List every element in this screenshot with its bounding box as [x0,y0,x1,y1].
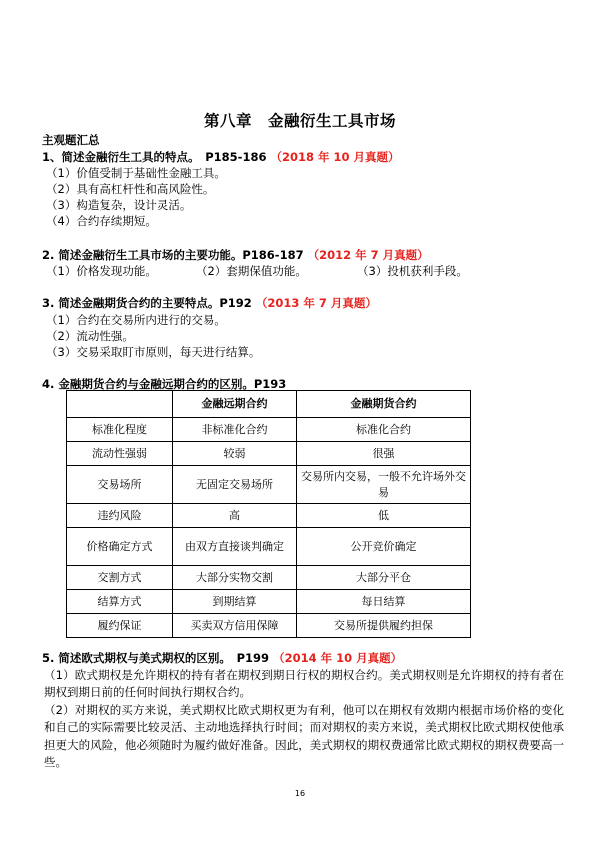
table-cell: 标准化合约 [297,418,471,442]
question-2-exam-tag: （2012 年 7 月真题） [307,248,429,262]
table-cell: 价格确定方式 [67,528,173,566]
chapter-title: 第八章 金融衍生工具市场 [203,112,396,130]
table-header-row [67,391,471,418]
table-cell: 违约风险 [67,504,173,528]
question-3-text: 3. 简述金融期货合约的主要特点。P192 [42,296,252,310]
table-cell: 履约保证 [67,614,173,638]
question-5-heading [42,650,402,666]
question-5-text: 5. 简述欧式期权与美式期权的区别。 P199 [42,651,270,665]
question-1-exam-tag: （2018 年 10 月真题） [270,150,400,164]
table-cell: 到期结算 [173,590,297,614]
summary-label: 主观题汇总 [42,133,100,147]
question-3-heading [42,295,377,311]
table-row [67,614,471,638]
table-row [67,566,471,590]
table-row [67,504,471,528]
table-cell: 买卖双方信用保障 [173,614,297,638]
question-5-paragraph: （2）对期权的买方来说，美式期权比欧式期权更为有利，他可以在期权有效期内根据市场价格的变化和自己的实际需要比较灵活、主动地选择执行时间；而对期权的卖方来说，美式期权比欧式期权使他承担更大的风险，他必须随时为履约做好准备。因此，美式期权的期权费通常比欧式期权的期权费要高一些。 [44,703,564,769]
table-row [67,590,471,614]
table-cell: 每日结算 [297,590,471,614]
question-2-item: （2）套期保值功能。 [196,264,307,278]
table-cell: 大部分平仓 [297,566,471,590]
question-2-text: 2. 简述金融衍生工具市场的主要功能。P186-187 [42,248,304,262]
question-1-item: （3）构造复杂，设计灵活。 [46,198,192,212]
table-cell: 交易所提供履约担保 [297,614,471,638]
table-cell: 大部分实物交割 [173,566,297,590]
table-cell: 交易场所 [67,466,173,504]
question-1-item: （2）具有高杠杆性和高风险性。 [46,182,215,196]
table-cell: 非标准化合约 [173,418,297,442]
table-cell: 低 [297,504,471,528]
table-row [67,528,471,566]
table-cell: 结算方式 [67,590,173,614]
table-row [67,466,471,504]
table-cell: 由双方直接谈判确定 [173,528,297,566]
table-header-cell: 金融远期合约 [173,391,297,418]
question-2-item: （1）价格发现功能。 [46,264,157,278]
question-4-heading: 4. 金融期货合约与金融远期合约的区别。P193 [42,377,287,391]
page-number: 16 [294,789,306,798]
table-cell: 交割方式 [67,566,173,590]
table-cell: 公开竞价确定 [297,528,471,566]
question-3-item: （3）交易采取盯市原则，每天进行结算。 [46,345,261,359]
table-cell: 流动性强弱 [67,442,173,466]
table-cell: 无固定交易场所 [173,466,297,504]
question-1-heading [42,149,400,165]
question-3-item: （1）合约在交易所内进行的交易。 [46,313,226,327]
table-row [67,442,471,466]
question-2-item: （3）投机获利手段。 [357,264,468,278]
question-5-paragraph: （1）欧式期权是允许期权的持有者在期权到期日行权的期权合约。美式期权则是允许期权的持有者在期权到期日前的任何时间执行期权合约。 [44,668,564,700]
table-cell: 高 [173,504,297,528]
question-1-item: （4）合约存续期短。 [46,214,157,228]
question-3-item: （2）流动性强。 [46,329,134,343]
question-2-heading [42,247,429,263]
table-header-cell [67,391,173,418]
question-1-item: （1）价值受制于基础性金融工具。 [46,166,226,180]
question-5-exam-tag: （2014 年 10 月真题） [273,651,403,665]
table-row [67,418,471,442]
comparison-table [66,390,471,638]
table-header-cell: 金融期货合约 [297,391,471,418]
table-cell: 标准化程度 [67,418,173,442]
question-3-exam-tag: （2013 年 7 月真题） [255,296,377,310]
question-1-text: 1、简述金融衍生工具的特点。 P185-186 [42,150,267,164]
table-cell: 较弱 [173,442,297,466]
table-cell: 很强 [297,442,471,466]
table-cell: 交易所内交易，一般不允许场外交易 [297,466,471,504]
